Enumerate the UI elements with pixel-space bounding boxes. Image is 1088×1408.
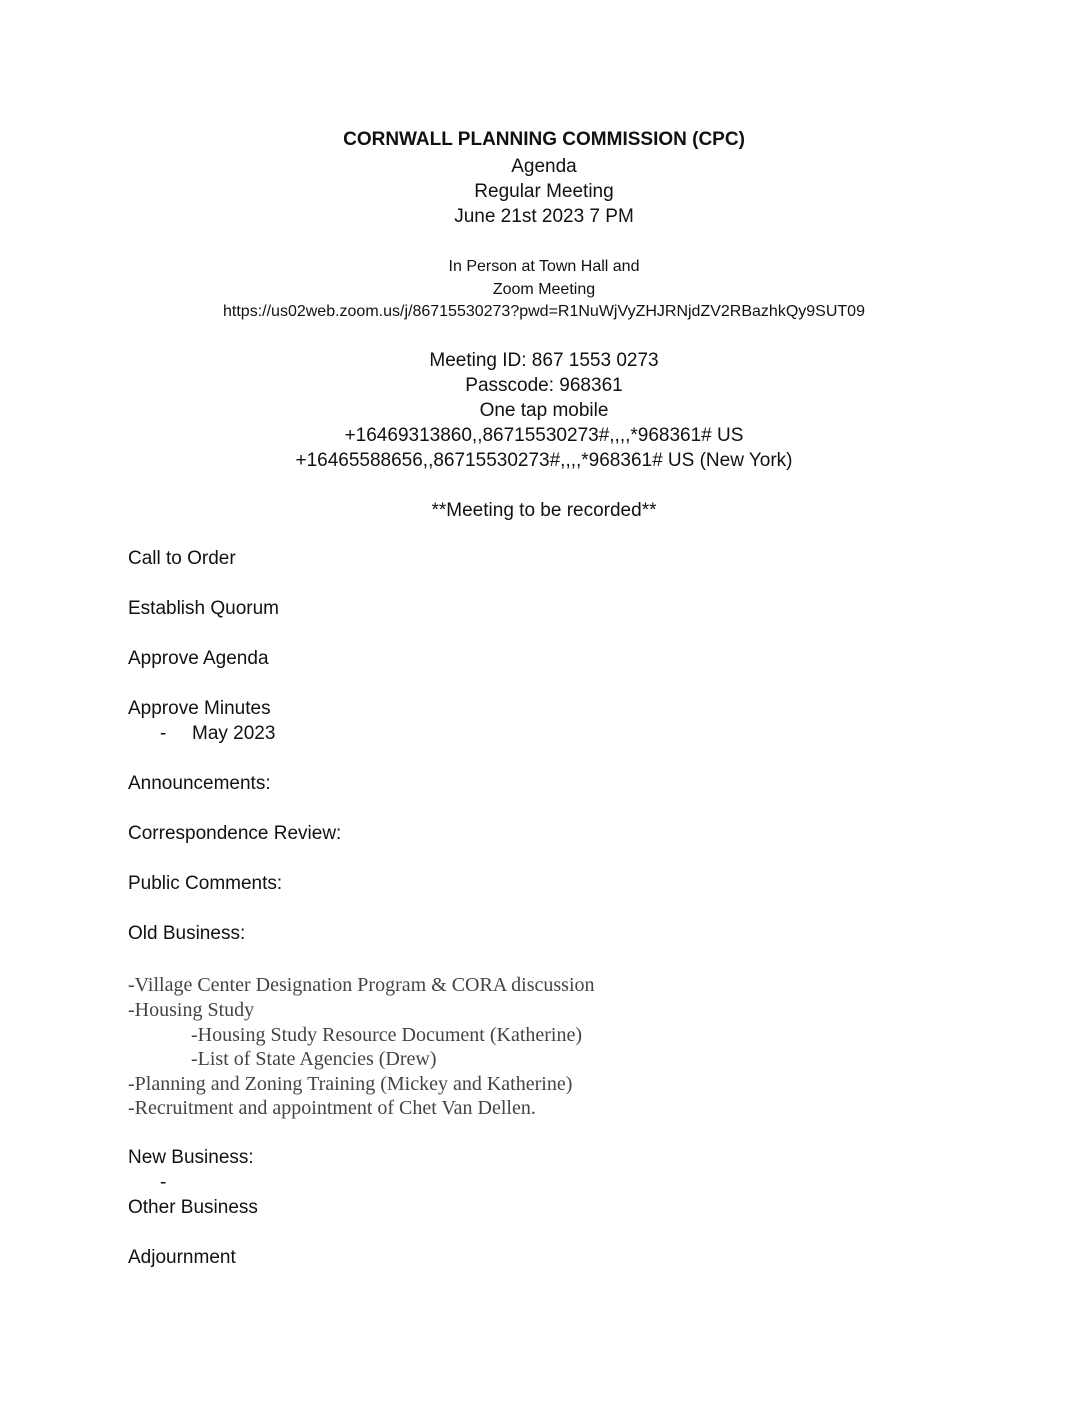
old-business-item: -Housing Study [128,999,255,1021]
recording-note: **Meeting to be recorded** [431,500,657,521]
agenda-adjournment: Adjournment [128,1247,236,1268]
old-business-item: -Village Center Designation Program & CORA discussion [128,974,595,996]
zoom-label: Zoom Meeting [492,281,596,298]
old-business-item: -Planning and Zoning Training (Mickey and Katherine) [128,1073,573,1095]
zoom-link[interactable]: https://us02web.zoom.us/j/86715530273?pwd=R1NuWjVyZHJRNjdZV2RBazhkQy9SUT09 [223,303,865,320]
agenda-new-business: New Business: [128,1147,254,1168]
dial-in-number: +16469313860,,86715530273#,,,,*968361# US [344,425,744,446]
agenda-quorum: Establish Quorum [128,598,280,619]
minutes-item: May 2023 [192,723,276,744]
old-business-item: -Recruitment and appointment of Chet Van Dellen. [128,1097,536,1119]
new-business-bullet: - [160,1172,167,1193]
agenda-old-business: Old Business: [128,923,246,944]
agenda-other-business: Other Business [128,1197,258,1218]
agenda-approve-agenda: Approve Agenda [128,648,269,669]
agenda-correspondence: Correspondence Review: [128,823,342,844]
minutes-bullet: - [160,723,167,744]
agenda-approve-minutes: Approve Minutes [128,698,271,719]
agenda-call-to-order: Call to Order [128,548,236,569]
meeting-id: Meeting ID: 867 1553 0273 [429,350,659,371]
old-business-subitem: -Housing Study Resource Document (Katherine) [191,1024,583,1046]
meeting-date: June 21st 2023 7 PM [454,206,634,227]
document-title: CORNWALL PLANNING COMMISSION (CPC) [343,129,745,150]
agenda-announcements: Announcements: [128,773,271,794]
document-subtitle: Agenda [511,156,577,177]
old-business-subitem: -List of State Agencies (Drew) [191,1048,437,1070]
agenda-public-comments: Public Comments: [128,873,283,894]
passcode: Passcode: 968361 [465,375,623,396]
location-line: In Person at Town Hall and [448,258,640,275]
dial-in-number: +16465588656,,86715530273#,,,,*968361# US (New York) [295,450,793,471]
meeting-type: Regular Meeting [474,181,614,202]
one-tap-label: One tap mobile [479,400,609,421]
